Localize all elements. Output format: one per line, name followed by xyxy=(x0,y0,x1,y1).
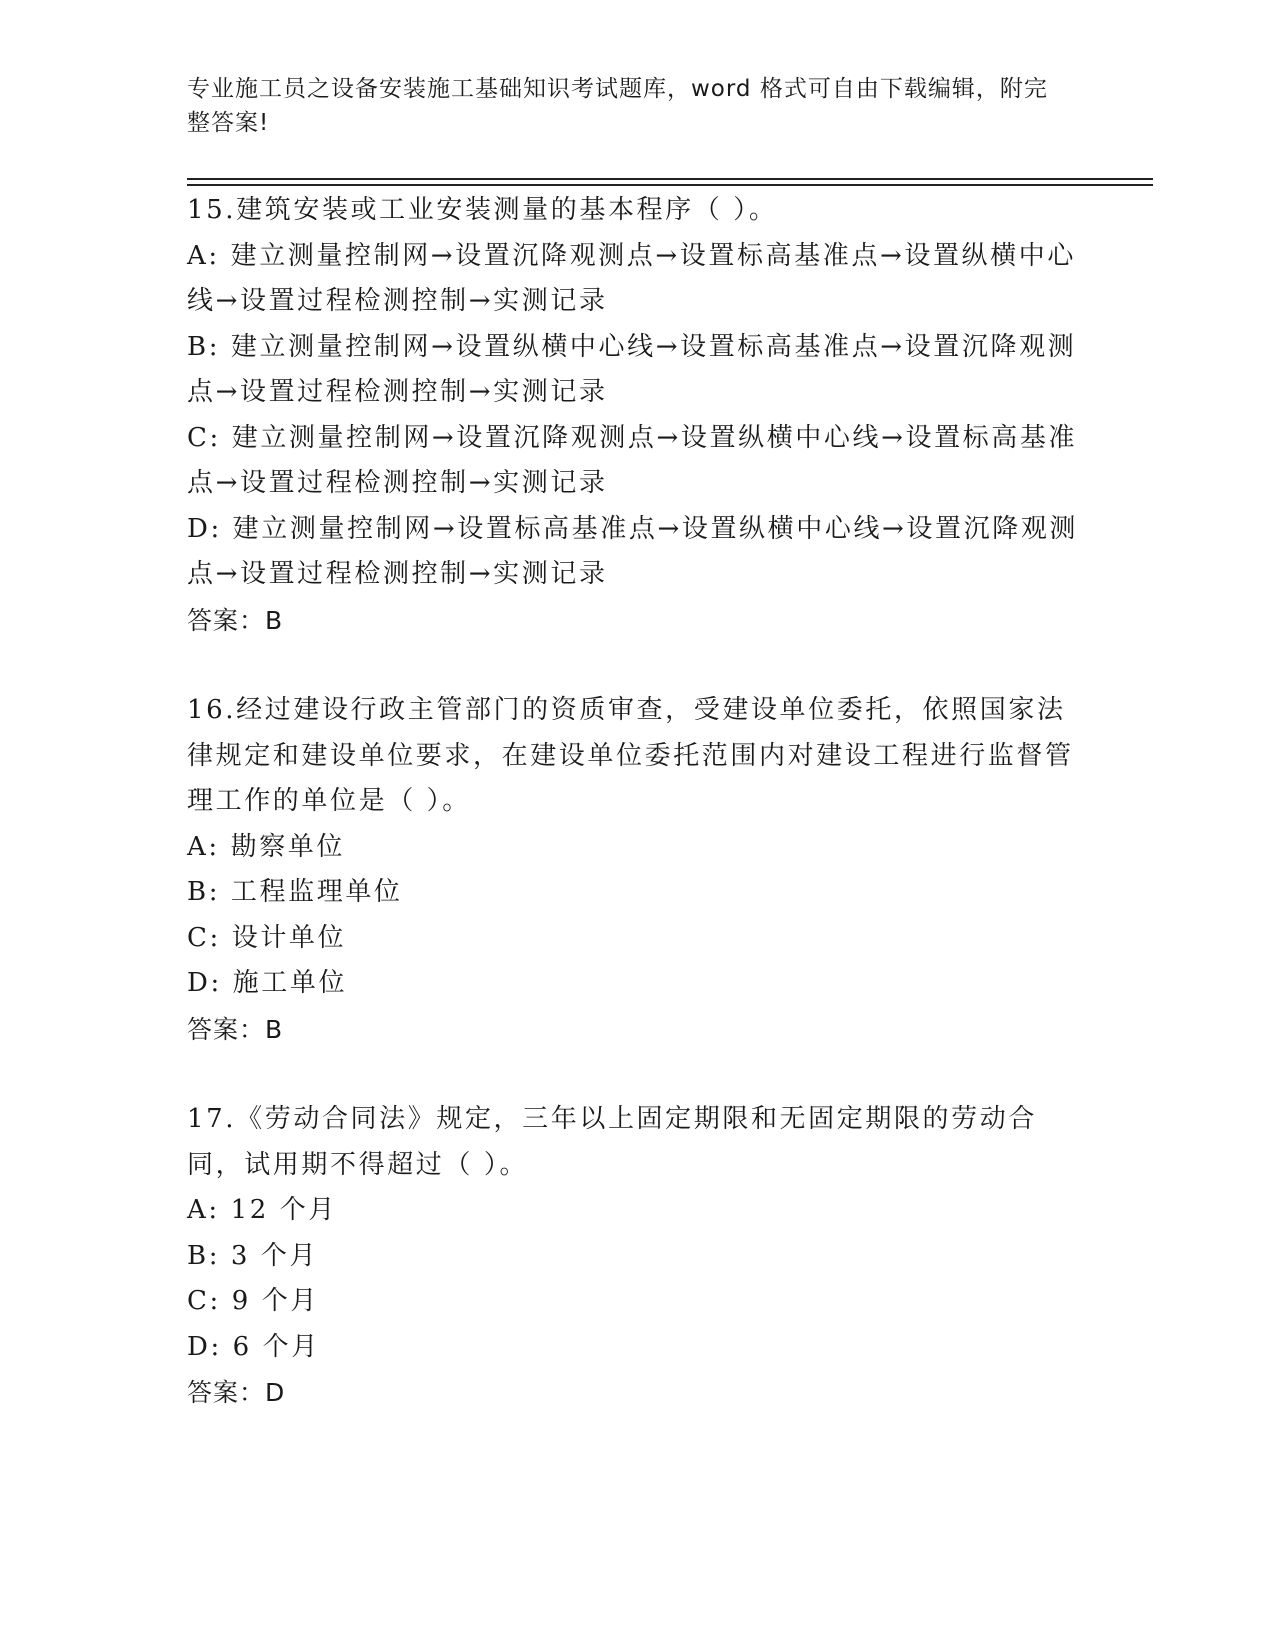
question-16 xyxy=(187,688,1087,1052)
answer-line: 答案：B xyxy=(187,1014,284,1044)
answer-line: 答案：D xyxy=(187,1378,286,1407)
option-a: A: 12 个月 xyxy=(187,1195,337,1225)
option-c: C: 建立测量控制网→设置沉降观测点→设置纵横中心线→设置标高基准点→设置过程检测控制→实测记录 xyxy=(187,422,1078,498)
question-15 xyxy=(187,188,1087,643)
header-text: 专业施工员之设备安装施工基础知识考试题库，word 格式可自由下载编辑，附完整答案! xyxy=(187,76,1048,136)
header-divider-bottom xyxy=(187,184,1153,186)
question-list xyxy=(187,188,1087,1416)
question-17 xyxy=(187,1097,1087,1416)
option-d: D: 建立测量控制网→设置标高基准点→设置纵横中心线→设置沉降观测点→设置过程检测控制→实测记录 xyxy=(187,513,1079,589)
answer-line: 答案：B xyxy=(187,605,284,635)
option-b: B: 3 个月 xyxy=(187,1240,319,1271)
question-stem: 17.《劳动合同法》规定，三年以上固定期限和无固定期限的劳动合同，试用期不得超过（ ）。 xyxy=(187,1104,1037,1180)
option-a: A: 建立测量控制网→设置沉降观测点→设置标高基准点→设置纵横中心线→设置过程检测控制→实测记录 xyxy=(187,240,1076,316)
page-header xyxy=(187,72,1067,140)
option-d: D: 6 个月 xyxy=(187,1331,320,1362)
question-stem: 16.经过建设行政主管部门的资质审查，受建设单位委托，依照国家法律规定和建设单位要求，在建设单位委托范围内对建设工程进行监督管理工作的单位是（ ）。 xyxy=(187,695,1074,816)
option-b: B: 建立测量控制网→设置纵横中心线→设置标高基准点→设置沉降观测点→设置过程检测控制→实测记录 xyxy=(187,331,1077,407)
question-stem: 15.建筑安装或工业安装测量的基本程序（ ）。 xyxy=(187,195,778,225)
option-a: A: 勘察单位 xyxy=(187,831,346,862)
option-b: B: 工程监理单位 xyxy=(187,877,403,907)
option-c: C: 设计单位 xyxy=(187,922,347,953)
option-d: D: 施工单位 xyxy=(187,968,348,998)
header-divider-top xyxy=(187,178,1153,180)
option-c: C: 9 个月 xyxy=(187,1286,319,1316)
